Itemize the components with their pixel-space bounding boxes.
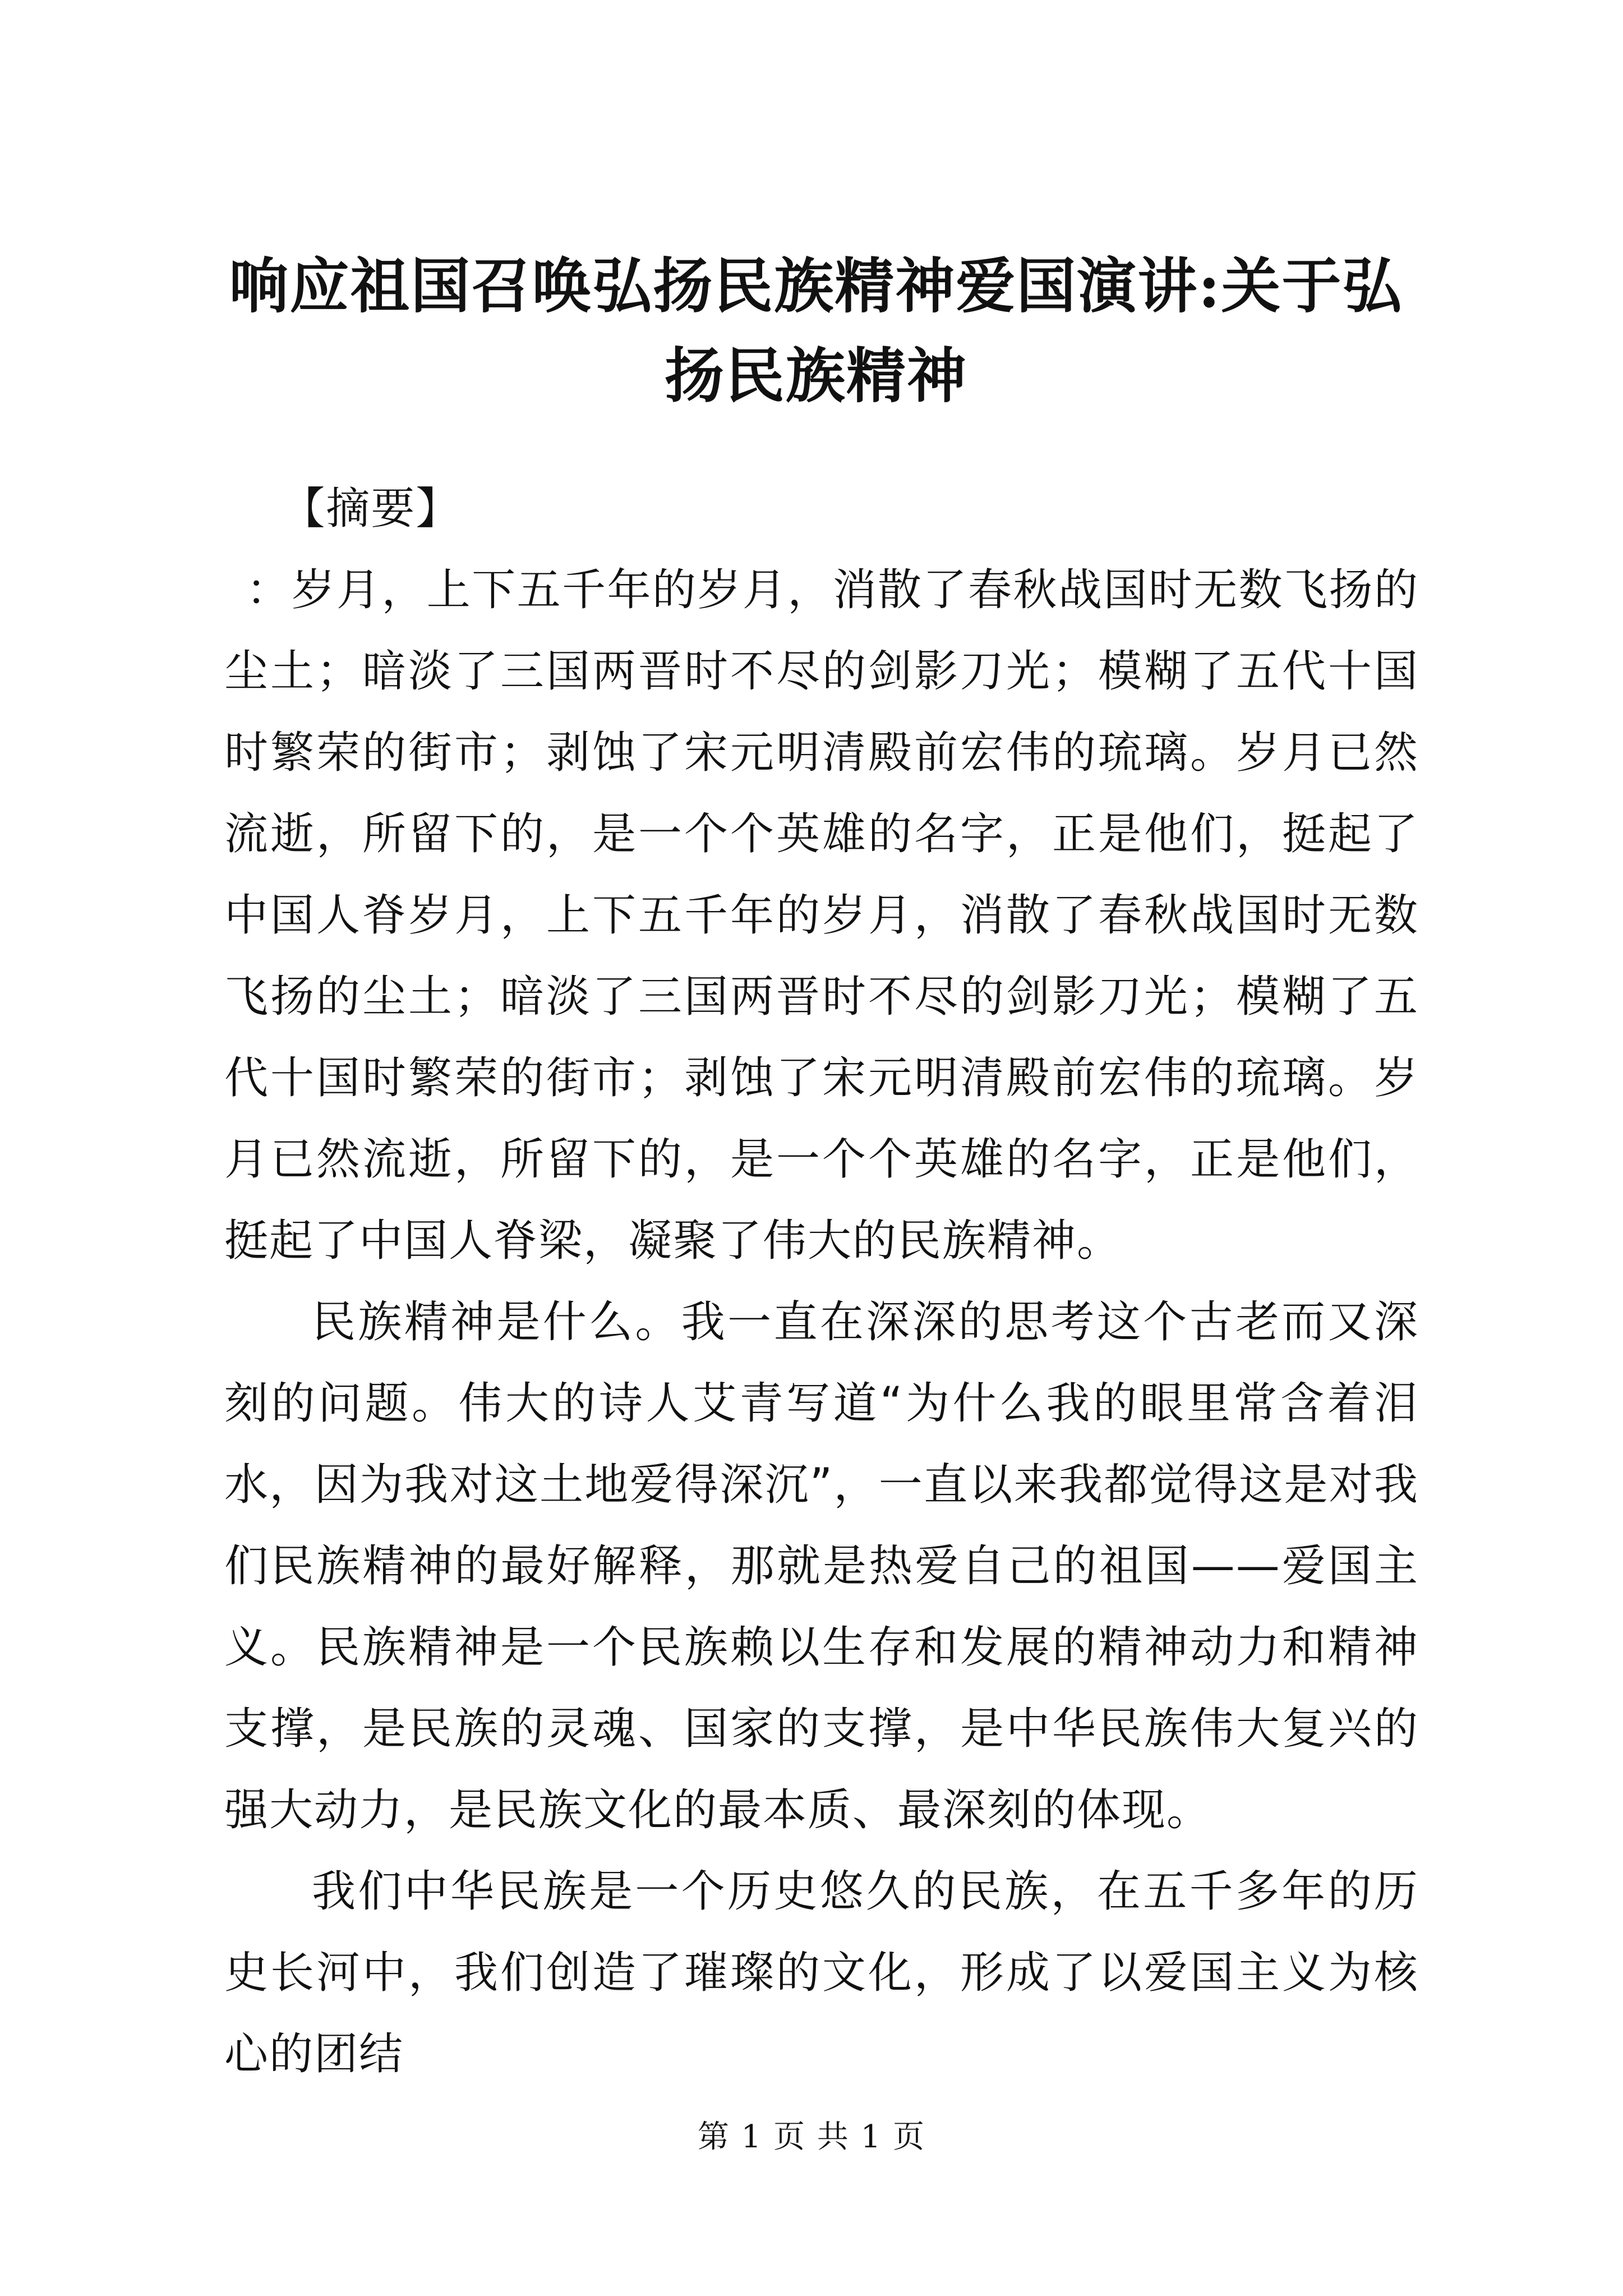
document-title: 响应祖国召唤弘扬民族精神爱国演讲:关于弘扬民族精神 — [229, 251, 1403, 411]
paragraph-1: ：岁月，上下五千年的岁月，消散了春秋战国时无数飞扬的尘土；暗淡了三国两晋时不尽的剑影刀光；模糊了五代十国时繁荣的街市；剥蚀了宋元明清殿前宏伟的琉璃。岁月已然流逝，所留下的，是一个个英雄的名字，正是他们，挺起了中国人脊岁月，上下五千年的岁月，消散了春秋战国时无数飞扬的尘土；暗淡了三国两晋时不尽的剑影刀光；模糊了五代十国时繁荣的街市；剥蚀了宋元明清殿前宏伟的琉璃。岁月已然流逝，所留下的，是一个个英雄的名字，正是他们，挺起了中国人脊梁，凝聚了伟大的民族精神。 — [224, 565, 1419, 1266]
paragraph-2: 民族精神是什么。我一直在深深的思考这个古老而又深刻的问题。伟大的诗人艾青写道“为什么我的眼里常含着泪水，因为我对这土地爱得深沉”，一直以来我都觉得这是对我们民族精神的最好解释，那就是热爱自己的祖国——爱国主义。民族精神是一个民族赖以生存和发展的精神动力和精神支撑，是民族的灵魂、国家的支撑，是中华民族伟大复兴的强大动力，是民族文化的最本质、最深刻的体现。 — [224, 1297, 1419, 1835]
document-body — [224, 468, 1419, 2095]
abstract-label: 【摘要】 — [281, 484, 461, 534]
page-footer: 第 1 页 共 1 页 — [697, 2119, 926, 2155]
paragraph-3: 我们中华民族是一个历史悠久的民族，在五千多年的历史长河中，我们创造了璀璨的文化，形成了以爱国主义为核心的团结 — [224, 1866, 1419, 2079]
